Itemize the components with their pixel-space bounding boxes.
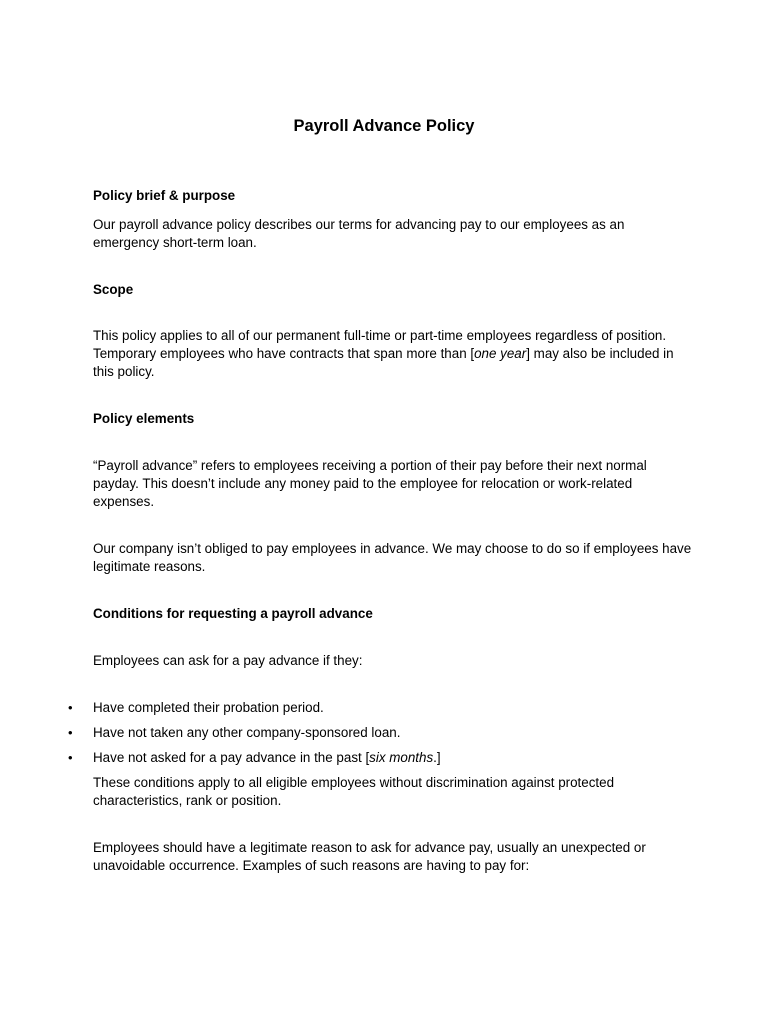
policy-elements-text-1: “Payroll advance” refers to employees receiving a portion of their pay before their next normal payday. This doesn’t include any money paid to the employee for relocation or work-related expenses. xyxy=(93,458,647,509)
scope-text-part-2: ] may also be included in this policy. xyxy=(93,346,674,379)
bullet-icon: • xyxy=(68,700,73,715)
reasons-text: Employees should have a legitimate reason to ask for advance pay, usually an unexpected or unavoidable occurrence. Examples of such reasons are having to pay for: xyxy=(93,840,646,873)
list-item-text-emphasis: six months xyxy=(369,750,434,765)
conditions-after-text: These conditions apply to all eligible employees without discrimination against protected characteristics, rank or position. xyxy=(93,775,615,808)
list-item-text: Have not taken any other company-sponsored loan. xyxy=(93,725,401,740)
list-item-text xyxy=(93,749,441,767)
policy-brief-text: Our payroll advance policy describes our terms for advancing pay to our employees as an emergency short-term loan. xyxy=(93,217,625,250)
policy-brief-heading: Policy brief & purpose xyxy=(93,188,236,203)
scope-heading: Scope xyxy=(93,282,134,297)
bullet-icon: • xyxy=(68,725,73,740)
bullet-icon: • xyxy=(68,750,73,765)
list-item-text-part-1: Have not asked for a pay advance in the past [ xyxy=(93,750,370,765)
conditions-intro: Employees can ask for a pay advance if they: xyxy=(93,653,363,668)
list-item-text-part-2: .] xyxy=(433,750,441,765)
scope-text-part-1: This policy applies to all of our permanent full-time or part-time employees regardless of position. Temporary employees who have contracts that span more than [ xyxy=(93,328,667,361)
policy-elements-heading: Policy elements xyxy=(93,411,195,426)
document-title: Payroll Advance Policy xyxy=(293,117,475,135)
policy-elements-text-2: Our company isn’t obliged to pay employees in advance. We may choose to do so if employees have legitimate reasons. xyxy=(93,541,692,574)
scope-text-emphasis: one year xyxy=(474,346,527,361)
scope-text xyxy=(93,327,693,381)
list-item-text: Have completed their probation period. xyxy=(93,700,324,715)
conditions-heading: Conditions for requesting a payroll advance xyxy=(93,606,373,621)
